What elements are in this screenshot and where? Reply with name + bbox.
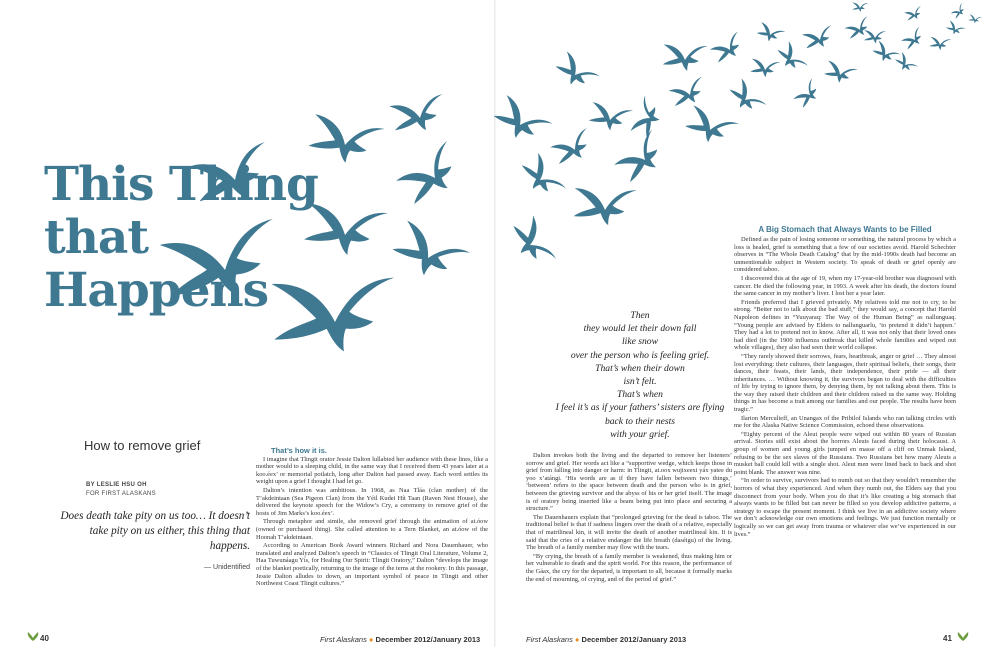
flying-bird-icon <box>899 27 926 51</box>
section-heading: A Big Stomach that Always Wants to be Filled <box>758 225 932 234</box>
body-paragraph: Dalton invokes both the living and the departed to remove her listeners’ sorrow and grief. Her words act like a “supportive wedge, which keeps those in grief from falling into danger or harm: in Tlingit, at.oox wujixeexi yáx yatee du yoo x’atángi. ‘His words are as if they have fallen between two things,’ ‘between’ refers to the space between death and the person who is in grief, between the grieving survivor and the abyss of his or her grief itself. The image is of oratory being inserted like a beam being put into place and securing a structure.” <box>526 452 732 513</box>
body-paragraph: Dalton’s intention was ambitious. In 1968, as Naa Tláa (clan mother) of the T’akdeintaan (Sea Pigeon Clan) from the Yéil Kudei Hít Taan (Raven Nest House), she delivered the keynote speech for the Widow’s Cry, a ceremony to remove grief of the hosts of Jim Marks’s koo.éex’. <box>256 486 488 517</box>
flying-bird-icon <box>862 27 886 45</box>
flying-bird-icon <box>489 89 552 150</box>
flying-bird-icon <box>893 50 918 76</box>
epigraph: Does death take pity on us too… It doesn’t take pity on us either, this thing that happens. <box>60 510 250 552</box>
poem-line: That’s when <box>617 389 663 401</box>
flying-bird-icon <box>870 38 900 67</box>
flying-bird-icon <box>660 38 708 73</box>
folio-ornament-icon <box>956 630 970 642</box>
folio-issue: December 2012/January 2013 <box>375 635 481 644</box>
body-paragraph: “By crying, the breath of a family member is weakened, thus making him or her vulnerable to death and the spirit world. For this reason, the performance of the Gáax, the cry for the departed, is important to all, because it formally marks the end of mourning, of crying, and of the period of grief.” <box>526 552 732 583</box>
flying-bird-icon <box>843 16 873 40</box>
body-paragraph: “They rarely showed their sorrows, fears, heartbreak, anger or grief … They almost lost everything: their cultures, their languages, their spiritual beliefs, their songs, their dances, their feasts, their lands, their independence, their pride — all their inheritances. … Without knowing it, the survivors began to deal with the difficulties of life by trying to ignore them, by denying them, by not talking about them. This is the way they raised their children and their children raised us the same way. Holding things in has become a trait among our families and our people. The results have been tragic.” <box>734 352 956 414</box>
poem-line: with your grief. <box>610 428 670 440</box>
flying-bird-icon <box>519 150 566 203</box>
flying-bird-icon <box>851 0 868 12</box>
flying-bird-icon <box>904 6 924 22</box>
folio-ornament-icon <box>26 630 40 642</box>
folio-left <box>320 635 480 644</box>
flying-bird-icon <box>667 77 708 108</box>
flying-bird-icon <box>392 141 468 209</box>
page-number-right: 41 <box>943 634 952 643</box>
flying-bird-icon <box>928 34 951 52</box>
flying-bird-icon <box>626 95 667 141</box>
flying-bird-icon <box>775 39 807 75</box>
flying-bird-icon <box>681 100 739 151</box>
body-column-middle <box>526 452 732 584</box>
poem-line: isn’t felt. <box>623 376 657 388</box>
flying-bird-icon <box>945 18 966 38</box>
flying-bird-icon <box>967 13 982 25</box>
flying-bird-icon <box>389 94 446 133</box>
body-paragraph: Friends preferred that I grieved privately. My relatives told me not to cry, to be strong. “Better not to talk about the bad stuff,” they would say, a concept that Harold Napoleon defines in “Yuuyaraq: The Way of the Human Being” as nallunguaq. “Young people are advised by Elders to nallunguarlu, ‘to pretend it didn’t happen.’ They had a lot to pretend not to know. After all, it was not only that their loved ones had died (in the 1900 influenza outbreak that killed whole families and wiped out whole villages), they also had seen their world collapse. <box>734 298 956 352</box>
folio-right <box>526 635 686 644</box>
folio-issue: December 2012/January 2013 <box>581 635 687 644</box>
body-paragraph: Ilarion Merculieff, an Unangax of the Pribilof Islands who ran talking circles with me for the Alaska Native Science Commission, echoed these observations. <box>734 414 956 430</box>
poem-line: That’s when their down <box>595 362 685 374</box>
article-subtitle: How to remove grief <box>84 438 201 453</box>
flying-bird-icon <box>755 19 785 46</box>
article-title: This Thing that Happens <box>44 157 318 318</box>
folio-dot: ● <box>368 635 374 644</box>
flying-bird-icon <box>586 97 633 136</box>
poem-line: back to their nests <box>604 415 676 427</box>
flying-bird-icon <box>610 130 671 186</box>
poem-line: like snow <box>622 336 658 348</box>
poem-line: over the person who is feeling grief. <box>570 349 710 361</box>
epigraph-attribution: — Unidentified <box>204 564 250 571</box>
body-paragraph: Defined as the pain of losing someone or something, the natural process by which a loss is healed, grief is something that a few of our societies avoid. Harold Schechter observes in “The Whole Death Catalog” that by the mid-1990s death had become an unmentionable subject in Western society. To speak of death or grief openly are considered taboo. <box>734 236 956 274</box>
flying-bird-icon <box>801 25 835 50</box>
folio-dot: ● <box>574 635 580 644</box>
flying-bird-icon <box>510 213 556 269</box>
byline-organization: FOR FIRST ALASKANS <box>86 491 156 497</box>
lead-in: That’s how it is. <box>271 446 327 455</box>
body-paragraph: I imagine that Tlingit orator Jessie Dalton lullabied her audience with these lines, like a mother would to a sleeping child, in the same way that I received them 43 years later at a koo.éex’ or memorial potlatch, long after Dalton had passed away. Each word settles its weight upon a grief I thought I had let go. <box>256 455 488 486</box>
flying-bird-icon <box>569 180 636 229</box>
body-paragraph: Through metaphor and simile, she removed grief through the animation of at.óow (owned or purchased thing). She called attention to a Tern Blanket, an at.óow of the Hoonah T’akdeintaan. <box>256 518 488 541</box>
folio-magazine: First Alaskans <box>320 635 367 644</box>
flying-bird-icon <box>708 31 747 64</box>
byline <box>86 481 156 499</box>
flying-bird-icon <box>748 55 780 80</box>
body-paragraph: “In order to survive, survivors had to numb out so that they wouldn’t remember the horrors of what they experienced. And when they numb out, the Elders say that you disconnect from your body. When you do that it’s like creating a big stomach that always wants to be filled but can never be filled so you develop addictive patterns, a strategy to escape the present moment. I think we live in an addictive society where we don’t acknowledge our own emotions and feelings. We just function mentally or logically so we can get away from trauma or whatever else we’ve experienced in our lives.” <box>734 477 956 538</box>
poem-excerpt <box>540 309 740 441</box>
body-paragraph: The Dauenhauers explain that “prolonged grieving for the dead is taboo. The traditional belief is that if sadness lingers over the death of a relative, especially that of matrilineal kin, it will invite the death of another matrilineal kin. It is said that the cries of a relative endanger the life breath (daséigu) of the living. The breath of a family member may flow with the tears. <box>526 513 732 552</box>
flying-bird-icon <box>727 76 766 119</box>
page-number-left: 40 <box>40 634 49 643</box>
flying-bird-icon <box>548 128 595 167</box>
flying-bird-icon <box>552 47 600 95</box>
body-paragraph: According to American Book Award winners Richard and Nora Dauenhauer, who translated and analyzed Dalton’s speech in “Classics of Tlingit Oral Literature, Volume 2, Haa Tuwunáagu Yís, for Healing Our Spirit: Tlingit Oratory,” Dalton “develops the image of the blanket poetically, returning to the image of the terns at the rookery. In this passage, Jessie Dalton alludes to down, an important symbol of peace in Tlingit and other Northwest Coast Tlingit cultures.” <box>256 542 488 588</box>
byline-author: BY LESLIE HSU OH <box>86 482 147 488</box>
folio-magazine: First Alaskans <box>526 635 573 644</box>
body-column-left <box>256 447 488 589</box>
poem-line: I feel it’s as if your fathers’ sisters are flying <box>555 402 725 414</box>
flying-bird-icon <box>950 3 968 20</box>
body-paragraph: I discovered this at the age of 19, when my 17-year-old brother was diagnosed with cancer. He died the following year, in 1993. A week after his death, the doctors found the same cancer in my mother’s liver. I lost her a year later. <box>734 274 956 298</box>
flying-bird-icon <box>822 57 858 88</box>
body-column-right <box>734 225 956 539</box>
flying-bird-icon <box>387 212 471 289</box>
poem-line: Then <box>630 310 650 321</box>
flying-bird-icon <box>791 78 824 110</box>
poem-line: they would let their down fall <box>583 323 697 335</box>
body-paragraph: “Eighty percent of the Aleut people were wiped out within 80 years of Russian arrival. Stories still exist about the horrors Aleuts faced during their holocaust. A group of women and young girls jumped en masse off a cliff on Unmak Island, refusing to be the sex slaves of the Russians. Two Russians bet how many Aleuts a musket ball could kill with a single shot. Aleut men were lined back to back and shot point blank. The answer was nine. <box>734 430 956 476</box>
